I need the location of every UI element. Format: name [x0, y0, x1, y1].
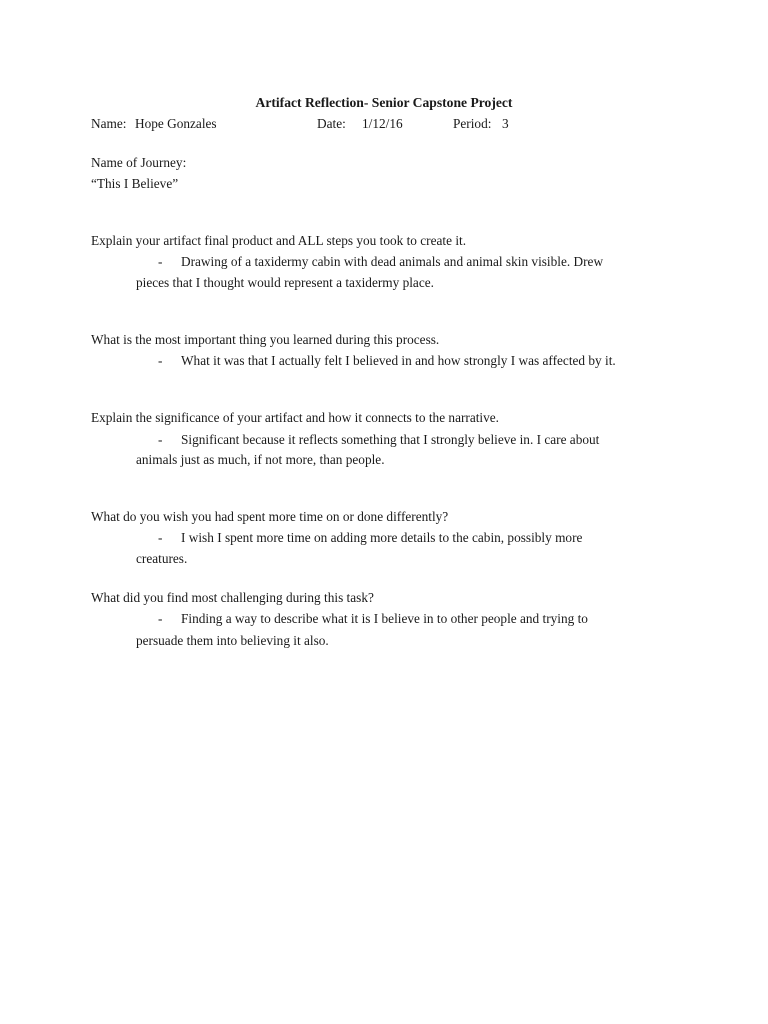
question-1: Explain your artifact final product and ALL steps you took to create it. [91, 233, 467, 248]
answer-3-line-1: Significant because it reflects something that I strongly believe in. I care about [181, 432, 600, 447]
journey-value: “This I Believe” [91, 176, 179, 191]
answer-3-line-2: animals just as much, if not more, than people. [136, 452, 385, 467]
answer-1-line-2: pieces that I thought would represent a taxidermy place. [136, 275, 434, 290]
answer-1-line-1: Drawing of a taxidermy cabin with dead animals and animal skin visible. Drew [181, 254, 604, 269]
date-value: 1/12/16 [362, 116, 403, 131]
answer-4-line-2: creatures. [136, 551, 188, 566]
document-title: Artifact Reflection- Senior Capstone Project [255, 95, 513, 110]
bullet-dash-2: - [158, 353, 163, 368]
date-label: Date: [317, 116, 346, 131]
question-4: What do you wish you had spent more time on or done differently? [91, 509, 449, 524]
answer-5-line-1: Finding a way to describe what it is I believe in to other people and trying to [181, 611, 588, 626]
answer-2-line-1: What it was that I actually felt I believed in and how strongly I was affected by it. [181, 353, 616, 368]
name-label: Name: [91, 116, 127, 131]
bullet-dash-4: - [158, 530, 163, 545]
period-label: Period: [453, 116, 492, 131]
name-value: Hope Gonzales [135, 116, 217, 131]
bullet-dash-5: - [158, 611, 163, 626]
question-5: What did you find most challenging during this task? [91, 590, 374, 605]
bullet-dash-1: - [158, 254, 163, 269]
question-3: Explain the significance of your artifact and how it connects to the narrative. [91, 410, 499, 425]
period-value: 3 [502, 116, 509, 131]
answer-5-line-2: persuade them into believing it also. [136, 633, 329, 648]
journey-label: Name of Journey: [91, 155, 187, 170]
bullet-dash-3: - [158, 432, 163, 447]
answer-4-line-1: I wish I spent more time on adding more details to the cabin, possibly more [181, 530, 583, 545]
question-2: What is the most important thing you learned during this process. [91, 332, 440, 347]
